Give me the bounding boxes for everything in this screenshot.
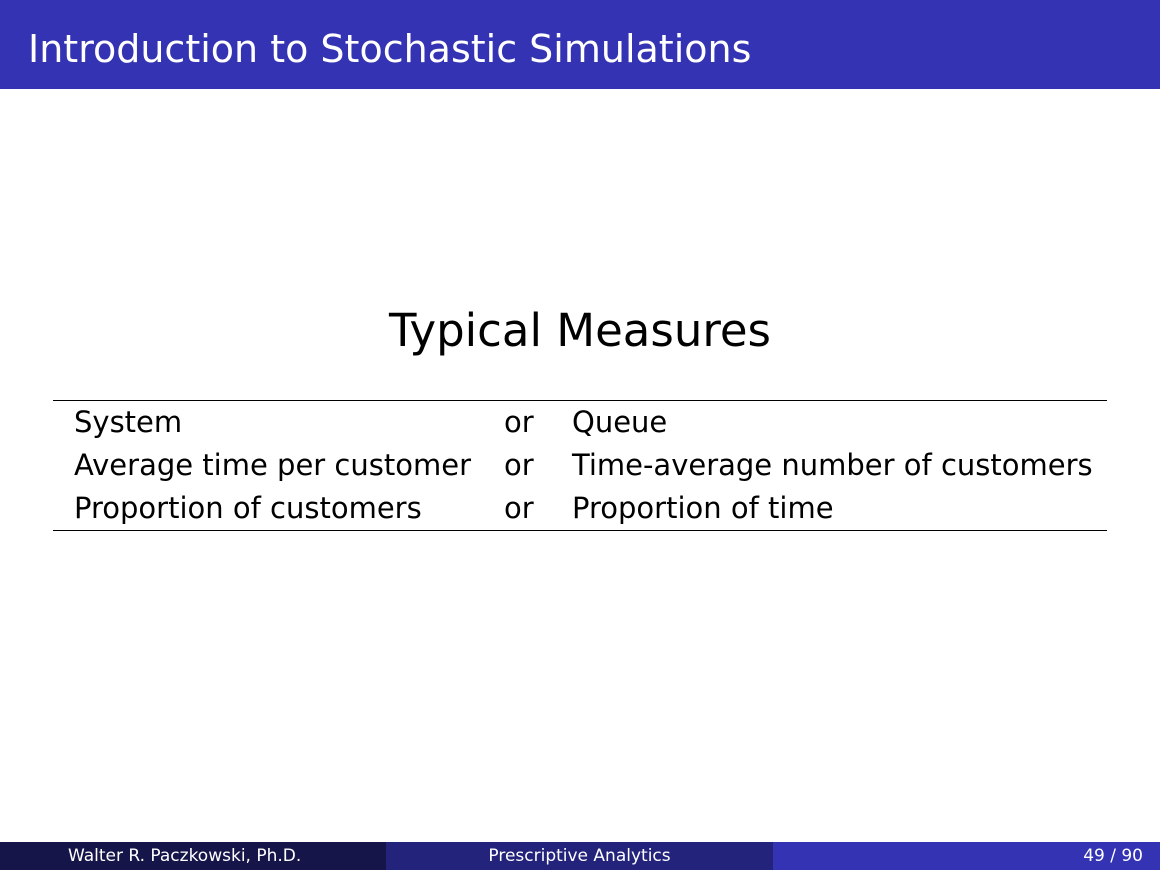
slide-title: Introduction to Stochastic Simulations xyxy=(28,27,752,71)
row-connector-cell: or xyxy=(504,491,534,525)
table-bottom-rule xyxy=(53,530,1107,531)
row-left-cell: Average time per customer xyxy=(74,448,471,482)
row-left-cell: Proportion of customers xyxy=(74,491,422,525)
slide-header xyxy=(0,0,1160,89)
measures-table xyxy=(53,401,1107,530)
footer-course: Prescriptive Analytics xyxy=(488,846,671,866)
row-right-cell: Queue xyxy=(572,405,668,439)
page-number: 49 / 90 xyxy=(1083,846,1143,866)
table-row xyxy=(53,401,1107,444)
row-connector-cell: or xyxy=(504,448,534,482)
row-left-cell: System xyxy=(74,405,183,439)
footer-course-segment xyxy=(386,842,773,870)
table-row xyxy=(53,444,1107,487)
footer-author: Walter R. Paczkowski, Ph.D. xyxy=(68,846,302,866)
footer-author-segment xyxy=(0,842,386,870)
row-right-cell: Proportion of time xyxy=(572,491,834,525)
table-title: Typical Measures xyxy=(389,304,771,357)
row-right-cell: Time-average number of customers xyxy=(572,448,1093,482)
table-row xyxy=(53,487,1107,530)
slide-footer xyxy=(0,842,1160,870)
row-connector-cell: or xyxy=(504,405,534,439)
footer-page-segment xyxy=(773,842,1160,870)
